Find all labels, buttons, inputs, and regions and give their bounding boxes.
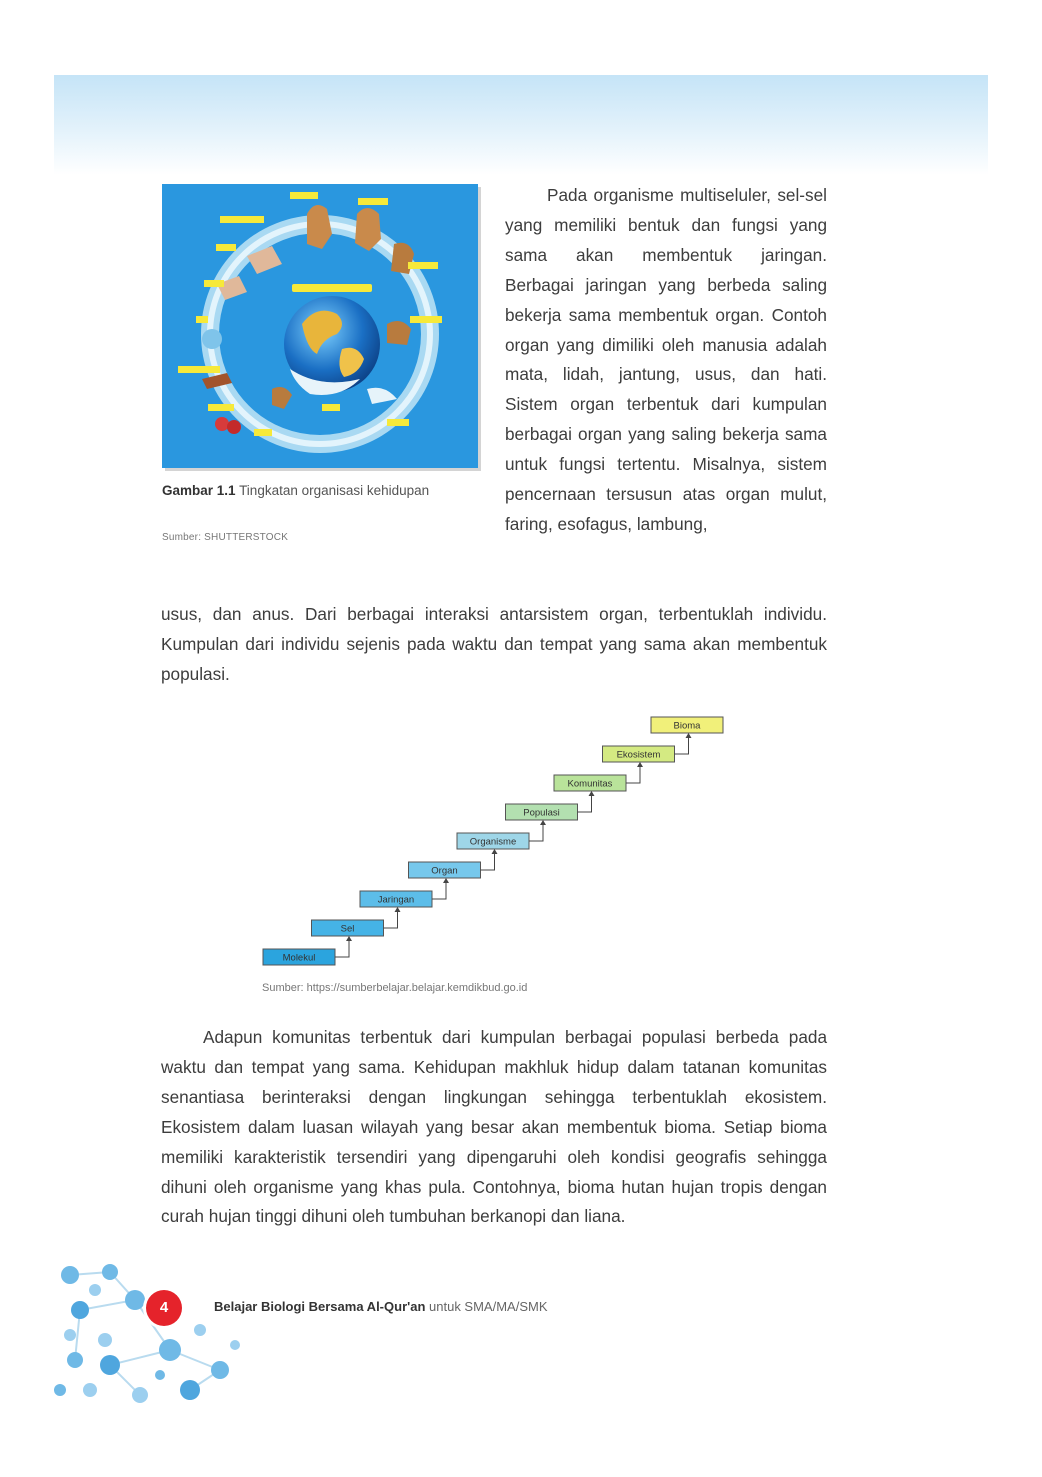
- header-band: [54, 75, 988, 175]
- stair-step-organisme: [457, 820, 546, 849]
- stair-arrowhead: [346, 936, 352, 941]
- footer-book-title: [214, 1299, 548, 1314]
- paragraph-population: usus, dan anus. Dari berbagai interaksi antarsistem organ, terbentuklah individu. Kumpulan dari individu sejenis pada waktu dan tempat yang sama akan membentuk populasi.: [161, 604, 827, 684]
- book-subtitle: untuk SMA/MA/SMK: [429, 1299, 548, 1314]
- stair-step-sel: [312, 907, 401, 936]
- book-title: Belajar Biologi Bersama Al-Qur'an: [214, 1299, 426, 1314]
- stair-step-jaringan: [360, 878, 449, 907]
- stair-label: Organisme: [469, 836, 517, 848]
- figure-label: Gambar 1.1: [162, 483, 236, 498]
- paragraph-community: Adapun komunitas terbentuk dari kumpulan berbagai populasi berbeda pada waktu dan tempat yang sama. Kehidupan makhluk hidup dalam tatanan komunitas senantiasa berinteraksi dengan lingkungan sehingga terbentuklah ekosistem. Ekosistem dalam luasan wilayah yang besar akan membentuk bioma. Setiap bioma memiliki karakteristik tersendiri yang dipengaruhi oleh kondisi geografis sehingga dihuni oleh organisme yang khas pula. Contohnya, bioma hutan hujan tropis dengan curah hujan tinggi dihuni oleh tumbuhan berkanopi dan liana.: [161, 1027, 827, 1227]
- stair-label: Bioma: [673, 720, 701, 732]
- stair-label: Ekosistem: [616, 749, 661, 761]
- stair-step-ekosistem: [603, 733, 692, 762]
- stair-step-komunitas: [554, 762, 643, 791]
- organization-staircase-diagram: [255, 705, 735, 975]
- stair-label: Komunitas: [567, 778, 613, 790]
- stair-label: Populasi: [523, 807, 560, 819]
- stair-arrowhead: [443, 878, 449, 883]
- stair-arrowhead: [540, 820, 546, 825]
- stair-arrowhead: [637, 762, 643, 767]
- figure-caption-text: Tingkatan organisasi kehidupan: [239, 483, 430, 498]
- stair-arrowhead: [492, 849, 498, 854]
- stair-step-bioma: [651, 717, 723, 733]
- stair-label: Jaringan: [377, 894, 415, 906]
- stair-label: Molekul: [282, 952, 316, 964]
- paragraph-multicellular: Pada organisme multiseluler, sel-sel yang memiliki bentuk dan fungsi yang sama akan membentuk jaringan. Berbagai jaringan yang berbeda saling bekerja sama membentuk organ. Contoh organ yang dimiliki oleh manusia adalah mata, lidah, jantung, usus, dan hati. Sistem organ terbentuk dari kumpulan berbagai organ yang saling bekerja sama untuk fungsi tertentu. Misalnya, sistem pencernaan tersusun atas organ mulut, faring, esofagus, lambung,: [505, 185, 827, 534]
- stair-arrowhead: [686, 733, 692, 738]
- figure-source: Sumber: SHUTTERSTOCK: [162, 532, 289, 543]
- stair-label: Sel: [340, 923, 355, 935]
- stair-step-populasi: [506, 791, 595, 820]
- levels-cycle-illustration: [162, 184, 478, 468]
- figure-levels-of-organization-image: [162, 184, 478, 468]
- page-number-badge: 4: [146, 1290, 182, 1326]
- stair-arrowhead: [589, 791, 595, 796]
- stair-label: Organ: [431, 865, 458, 877]
- stair-step-molekul: [263, 936, 352, 965]
- stair-arrowhead: [395, 907, 401, 912]
- molecule-decoration: [50, 1250, 250, 1410]
- staircase-source: Sumber: https://sumberbelajar.belajar.kemdikbud.go.id: [262, 982, 528, 994]
- figure-caption: [162, 481, 452, 500]
- stair-step-organ: [409, 849, 498, 878]
